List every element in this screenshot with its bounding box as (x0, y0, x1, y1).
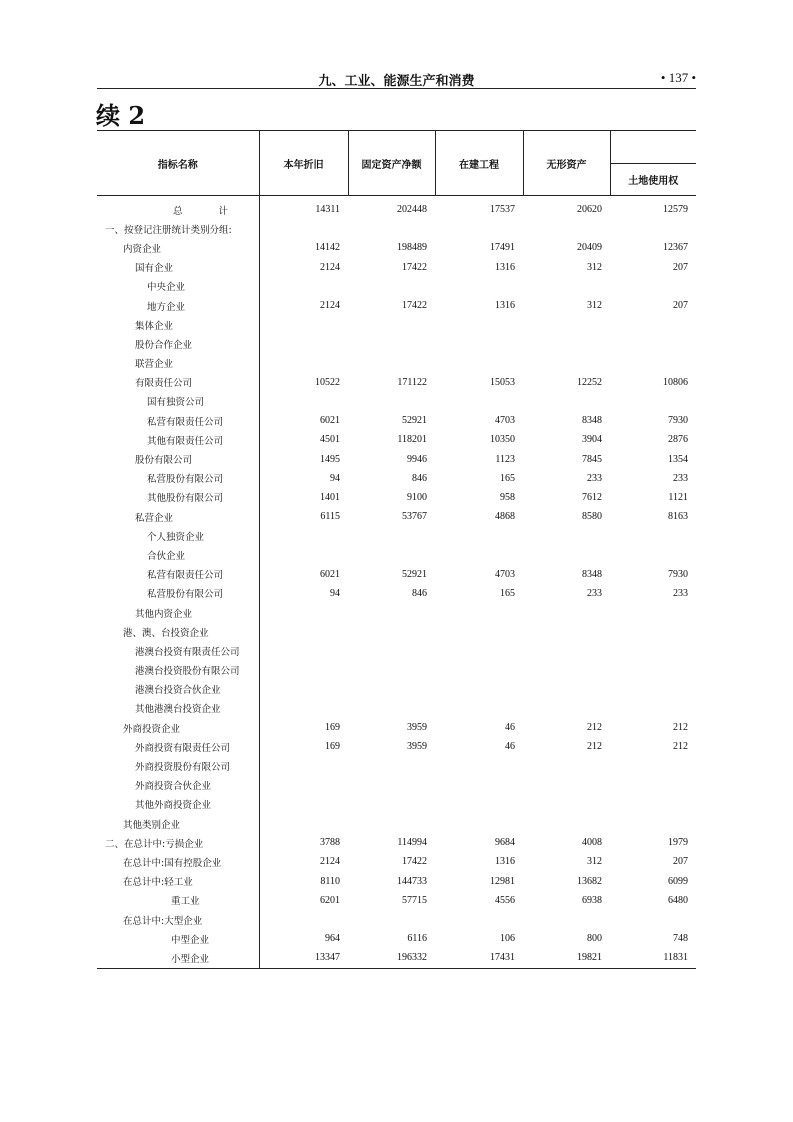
table-header-row (97, 131, 696, 196)
row-label: 合伙企业 (97, 545, 259, 564)
row-label: 其他有限责任公司 (97, 430, 259, 449)
cell-construction: 958 (500, 491, 515, 503)
cell-net-fixed-assets (348, 641, 435, 660)
cell-depreciation: 3788 (320, 837, 340, 849)
cell-net-fixed-assets: 114994 (397, 837, 427, 849)
cell-depreciation (259, 661, 348, 680)
cell-construction: 4703 (495, 568, 515, 580)
cell-construction: 10350 (490, 434, 515, 446)
cell-net-fixed-assets (348, 392, 435, 411)
cell-intangible (523, 622, 610, 641)
row-label: 中型企业 (97, 929, 259, 948)
table-row (97, 526, 696, 545)
cell-construction: 9684 (495, 837, 515, 849)
table-row (97, 584, 696, 603)
cell-intangible: 13682 (577, 875, 602, 887)
table-row (97, 238, 696, 257)
row-label: 个人独资企业 (97, 526, 259, 545)
cell-depreciation: 2124 (320, 261, 340, 273)
cell-construction: 12981 (490, 875, 515, 887)
cell-net-fixed-assets (348, 699, 435, 718)
cell-land-use (610, 219, 696, 238)
cell-depreciation (259, 603, 348, 622)
table-row (97, 411, 696, 430)
cell-construction: 46 (505, 722, 515, 734)
cell-land-use: 1121 (668, 491, 688, 503)
row-label: 二、在总计中:亏损企业 (97, 833, 259, 852)
column-header-construction: 在建工程 (435, 131, 523, 196)
cell-net-fixed-assets (348, 756, 435, 775)
cell-depreciation (259, 526, 348, 545)
cell-intangible: 312 (587, 856, 602, 868)
cell-land-use (610, 315, 696, 334)
cell-net-fixed-assets (348, 334, 435, 353)
cell-construction (435, 354, 523, 373)
cell-land-use: 1979 (668, 837, 688, 849)
cell-construction: 46 (505, 741, 515, 753)
cell-land-use: 207 (673, 856, 688, 868)
cell-net-fixed-assets (348, 315, 435, 334)
cell-depreciation (259, 354, 348, 373)
row-label: 小型企业 (97, 948, 259, 968)
table-row (97, 948, 696, 968)
table-row (97, 354, 696, 373)
cell-land-use (610, 277, 696, 296)
cell-net-fixed-assets (348, 661, 435, 680)
cell-net-fixed-assets (348, 814, 435, 833)
cell-net-fixed-assets: 198489 (397, 242, 427, 254)
cell-intangible (523, 392, 610, 411)
cell-depreciation (259, 641, 348, 660)
row-label: 其他港澳台投资企业 (97, 699, 259, 718)
cell-construction: 15053 (490, 376, 515, 388)
row-label: 其他内资企业 (97, 603, 259, 622)
table-row (97, 737, 696, 756)
cell-intangible (523, 661, 610, 680)
cell-land-use: 11831 (610, 948, 696, 968)
table-row (97, 795, 696, 814)
cell-depreciation (259, 910, 348, 929)
cell-depreciation (259, 814, 348, 833)
table-row (97, 718, 696, 737)
cell-construction (435, 219, 523, 238)
cell-land-use: 233 (673, 587, 688, 599)
cell-depreciation: 2124 (320, 856, 340, 868)
row-label: 在总计中:大型企业 (97, 910, 259, 929)
cell-net-fixed-assets (348, 910, 435, 929)
cell-construction (435, 334, 523, 353)
cell-intangible: 20409 (577, 242, 602, 254)
cell-net-fixed-assets (348, 545, 435, 564)
cell-land-use (610, 526, 696, 545)
cell-depreciation: 14142 (315, 242, 340, 254)
table-row (97, 929, 696, 948)
cell-depreciation: 6201 (320, 894, 340, 906)
cell-net-fixed-assets: 52921 (402, 568, 427, 580)
cell-net-fixed-assets: 9100 (407, 491, 427, 503)
table-row (97, 641, 696, 660)
cell-depreciation (259, 392, 348, 411)
table-row (97, 756, 696, 775)
cell-intangible: 800 (587, 933, 602, 945)
cell-construction (435, 277, 523, 296)
cell-land-use: 6099 (668, 875, 688, 887)
cell-depreciation: 2124 (320, 300, 340, 312)
cell-intangible: 6938 (582, 894, 602, 906)
cell-net-fixed-assets: 17422 (402, 261, 427, 273)
cell-intangible: 212 (587, 741, 602, 753)
cell-construction (435, 641, 523, 660)
cell-depreciation: 964 (325, 933, 340, 945)
column-header-name: 指标名称 (157, 159, 198, 171)
column-header-intangible: 无形资产 (523, 131, 610, 196)
row-label: 港、澳、台投资企业 (97, 622, 259, 641)
row-label: 外商投资有限责任公司 (97, 737, 259, 756)
cell-depreciation: 94 (330, 472, 340, 484)
table-row (97, 373, 696, 392)
cell-intangible (523, 776, 610, 795)
cell-construction: 165 (500, 587, 515, 599)
cell-land-use: 10806 (663, 376, 688, 388)
cell-intangible (523, 315, 610, 334)
row-label: 重工业 (97, 891, 259, 910)
cell-land-use (610, 545, 696, 564)
column-header-land-use: 土地使用权 (611, 163, 697, 195)
row-label: 私营有限责任公司 (97, 565, 259, 584)
cell-depreciation: 6021 (320, 415, 340, 427)
cell-intangible: 3904 (582, 434, 602, 446)
table-body (97, 196, 696, 969)
cell-intangible (523, 334, 610, 353)
cell-depreciation: 8110 (320, 875, 340, 887)
table-row (97, 680, 696, 699)
cell-land-use: 207 (673, 300, 688, 312)
cell-land-use (610, 680, 696, 699)
cell-intangible: 4008 (582, 837, 602, 849)
cell-intangible: 7845 (582, 453, 602, 465)
cell-intangible: 233 (587, 587, 602, 599)
cell-depreciation: 169 (325, 722, 340, 734)
table-row (97, 565, 696, 584)
cell-intangible: 312 (587, 300, 602, 312)
cell-net-fixed-assets: 17422 (402, 856, 427, 868)
cell-depreciation (259, 795, 348, 814)
row-label: 股份有限公司 (97, 449, 259, 468)
cell-land-use (610, 334, 696, 353)
table-row (97, 392, 696, 411)
cell-net-fixed-assets: 52921 (402, 415, 427, 427)
cell-intangible: 8348 (582, 415, 602, 427)
cell-intangible: 20620 (577, 204, 602, 216)
cell-land-use (610, 910, 696, 929)
cell-construction: 17491 (490, 242, 515, 254)
table-row (97, 776, 696, 795)
cell-net-fixed-assets (348, 354, 435, 373)
cell-construction (435, 315, 523, 334)
table-row (97, 277, 696, 296)
cell-net-fixed-assets: 202448 (397, 204, 427, 216)
cell-land-use: 12579 (663, 204, 688, 216)
cell-construction: 1123 (495, 453, 515, 465)
row-label: 在总计中:国有控股企业 (97, 852, 259, 871)
row-label: 私营股份有限公司 (97, 469, 259, 488)
cell-intangible: 8580 (582, 511, 602, 523)
cell-land-use: 7930 (668, 568, 688, 580)
row-label: 外商投资企业 (97, 718, 259, 737)
cell-intangible (523, 910, 610, 929)
row-label: 私营股份有限公司 (97, 584, 259, 603)
cell-land-use (610, 776, 696, 795)
cell-net-fixed-assets (348, 776, 435, 795)
cell-intangible (523, 354, 610, 373)
cell-land-use: 7930 (668, 415, 688, 427)
cell-depreciation: 6021 (320, 568, 340, 580)
cell-intangible (523, 641, 610, 660)
cell-net-fixed-assets: 846 (412, 472, 427, 484)
cell-land-use (610, 641, 696, 660)
table-row (97, 852, 696, 871)
table-row (97, 219, 696, 238)
cell-depreciation (259, 315, 348, 334)
cell-depreciation: 14311 (315, 204, 340, 216)
cell-net-fixed-assets: 196332 (348, 948, 435, 968)
cell-construction (435, 392, 523, 411)
table-row (97, 334, 696, 353)
cell-construction: 106 (500, 933, 515, 945)
table-row (97, 430, 696, 449)
row-label: 股份合作企业 (97, 334, 259, 353)
cell-net-fixed-assets (348, 603, 435, 622)
cell-land-use (610, 814, 696, 833)
cell-intangible (523, 219, 610, 238)
row-label (97, 196, 265, 220)
cell-construction (435, 545, 523, 564)
cell-depreciation (259, 699, 348, 718)
cell-net-fixed-assets: 3959 (407, 722, 427, 734)
table-row (97, 699, 696, 718)
cell-construction (435, 661, 523, 680)
cell-intangible (523, 603, 610, 622)
cell-net-fixed-assets: 3959 (407, 741, 427, 753)
cell-intangible (523, 814, 610, 833)
cell-land-use: 212 (673, 722, 688, 734)
page-number: • 137 • (660, 70, 696, 85)
table-row (97, 910, 696, 929)
cell-construction (435, 795, 523, 814)
table-row (97, 661, 696, 680)
table-row (97, 545, 696, 564)
cell-depreciation (259, 622, 348, 641)
cell-construction: 4868 (495, 511, 515, 523)
column-header-depreciation: 本年折旧 (259, 131, 348, 196)
cell-construction: 165 (500, 472, 515, 484)
cell-land-use (610, 622, 696, 641)
cell-net-fixed-assets (348, 277, 435, 296)
row-label-text: 总计 (173, 205, 265, 217)
cell-depreciation (259, 776, 348, 795)
cell-intangible (523, 277, 610, 296)
cell-depreciation (259, 756, 348, 775)
cell-intangible (523, 680, 610, 699)
table-row (97, 814, 696, 833)
cell-net-fixed-assets: 118201 (397, 434, 427, 446)
cell-intangible (523, 526, 610, 545)
cell-land-use (610, 756, 696, 775)
table-row (97, 872, 696, 891)
row-label: 港澳台投资股份有限公司 (97, 661, 259, 680)
cell-land-use (610, 354, 696, 373)
row-label: 集体企业 (97, 315, 259, 334)
table-row (97, 833, 696, 852)
cell-construction: 4556 (495, 894, 515, 906)
table-row (97, 507, 696, 526)
cell-net-fixed-assets: 6116 (407, 933, 427, 945)
row-label: 港澳台投资合伙企业 (97, 680, 259, 699)
cell-intangible (523, 545, 610, 564)
cell-land-use: 8163 (668, 511, 688, 523)
cell-depreciation (259, 277, 348, 296)
data-table (97, 130, 696, 969)
cell-net-fixed-assets (348, 680, 435, 699)
cell-land-use: 233 (673, 472, 688, 484)
cell-net-fixed-assets (348, 526, 435, 545)
cell-land-use (610, 392, 696, 411)
cell-construction (435, 776, 523, 795)
cell-depreciation: 13347 (259, 948, 348, 968)
cell-construction (435, 910, 523, 929)
cell-land-use: 207 (673, 261, 688, 273)
running-header (97, 70, 696, 88)
cell-intangible (523, 699, 610, 718)
cell-net-fixed-assets: 144733 (397, 875, 427, 887)
cell-intangible (523, 795, 610, 814)
cell-depreciation: 4501 (320, 434, 340, 446)
cell-land-use (610, 603, 696, 622)
table-row (97, 469, 696, 488)
cell-depreciation: 10522 (315, 376, 340, 388)
table-row (97, 196, 696, 220)
section-title: 九、工业、能源生产和消费 (318, 74, 475, 89)
cell-net-fixed-assets (348, 795, 435, 814)
row-label: 联营企业 (97, 354, 259, 373)
cell-land-use (610, 699, 696, 718)
cell-depreciation: 94 (330, 587, 340, 599)
table-row (97, 603, 696, 622)
cell-land-use: 1354 (668, 453, 688, 465)
row-label: 外商投资合伙企业 (97, 776, 259, 795)
cell-land-use (610, 661, 696, 680)
column-header-group-top (611, 131, 697, 163)
cell-intangible: 212 (587, 722, 602, 734)
cell-land-use: 6480 (668, 894, 688, 906)
cell-construction: 17431 (435, 948, 523, 968)
cell-construction: 1316 (495, 261, 515, 273)
cell-construction (435, 814, 523, 833)
cell-net-fixed-assets (348, 219, 435, 238)
cell-depreciation: 1495 (320, 453, 340, 465)
column-header-net-fixed-assets: 固定资产净额 (348, 131, 435, 196)
cell-construction (435, 699, 523, 718)
cell-construction: 4703 (495, 415, 515, 427)
row-label: 港澳台投资有限责任公司 (97, 641, 259, 660)
cell-construction: 1316 (495, 856, 515, 868)
table-row (97, 622, 696, 641)
cell-intangible (523, 756, 610, 775)
cell-intangible: 19821 (523, 948, 610, 968)
cell-construction (435, 526, 523, 545)
cell-construction: 1316 (495, 300, 515, 312)
table-row (97, 449, 696, 468)
table-row (97, 891, 696, 910)
cell-net-fixed-assets: 9946 (407, 453, 427, 465)
table-row (97, 296, 696, 315)
cell-land-use: 748 (673, 933, 688, 945)
cell-depreciation (259, 545, 348, 564)
table-row (97, 488, 696, 507)
cell-construction (435, 622, 523, 641)
table-row (97, 315, 696, 334)
row-label: 地方企业 (97, 296, 259, 315)
cell-depreciation (259, 680, 348, 699)
cell-net-fixed-assets: 57715 (402, 894, 427, 906)
row-label: 私营有限责任公司 (97, 411, 259, 430)
cell-net-fixed-assets (348, 622, 435, 641)
row-label: 一、按登记注册统计类别分组: (97, 219, 259, 238)
cell-construction (435, 680, 523, 699)
row-label: 内资企业 (97, 238, 259, 257)
cell-land-use: 2876 (668, 434, 688, 446)
cell-depreciation: 1401 (320, 491, 340, 503)
cell-net-fixed-assets: 17422 (402, 300, 427, 312)
cell-depreciation: 6115 (320, 511, 340, 523)
cell-construction (435, 603, 523, 622)
cell-net-fixed-assets: 846 (412, 587, 427, 599)
continuation-title: 续 2 (96, 101, 146, 130)
cell-land-use: 212 (673, 741, 688, 753)
cell-depreciation (259, 334, 348, 353)
column-header-land-use-group (610, 131, 696, 196)
row-label: 其他股份有限公司 (97, 488, 259, 507)
cell-depreciation (259, 219, 348, 238)
cell-intangible: 312 (587, 261, 602, 273)
row-label: 其他类别企业 (97, 814, 259, 833)
row-label: 其他外商投资企业 (97, 795, 259, 814)
cell-intangible: 12252 (577, 376, 602, 388)
table-row (97, 258, 696, 277)
row-label: 国有企业 (97, 258, 259, 277)
row-label: 在总计中:轻工业 (97, 872, 259, 891)
cell-depreciation: 169 (325, 741, 340, 753)
cell-construction (435, 756, 523, 775)
row-label: 中央企业 (97, 277, 259, 296)
cell-intangible: 8348 (582, 568, 602, 580)
header-rule (97, 88, 696, 89)
row-label: 有限责任公司 (97, 373, 259, 392)
cell-intangible: 233 (587, 472, 602, 484)
cell-land-use: 12367 (663, 242, 688, 254)
row-label: 私营企业 (97, 507, 259, 526)
cell-net-fixed-assets: 171122 (397, 376, 427, 388)
cell-intangible: 7612 (582, 491, 602, 503)
row-label: 国有独资公司 (97, 392, 259, 411)
cell-construction: 17537 (490, 204, 515, 216)
row-label: 外商投资股份有限公司 (97, 756, 259, 775)
cell-net-fixed-assets: 53767 (402, 511, 427, 523)
cell-land-use (610, 795, 696, 814)
